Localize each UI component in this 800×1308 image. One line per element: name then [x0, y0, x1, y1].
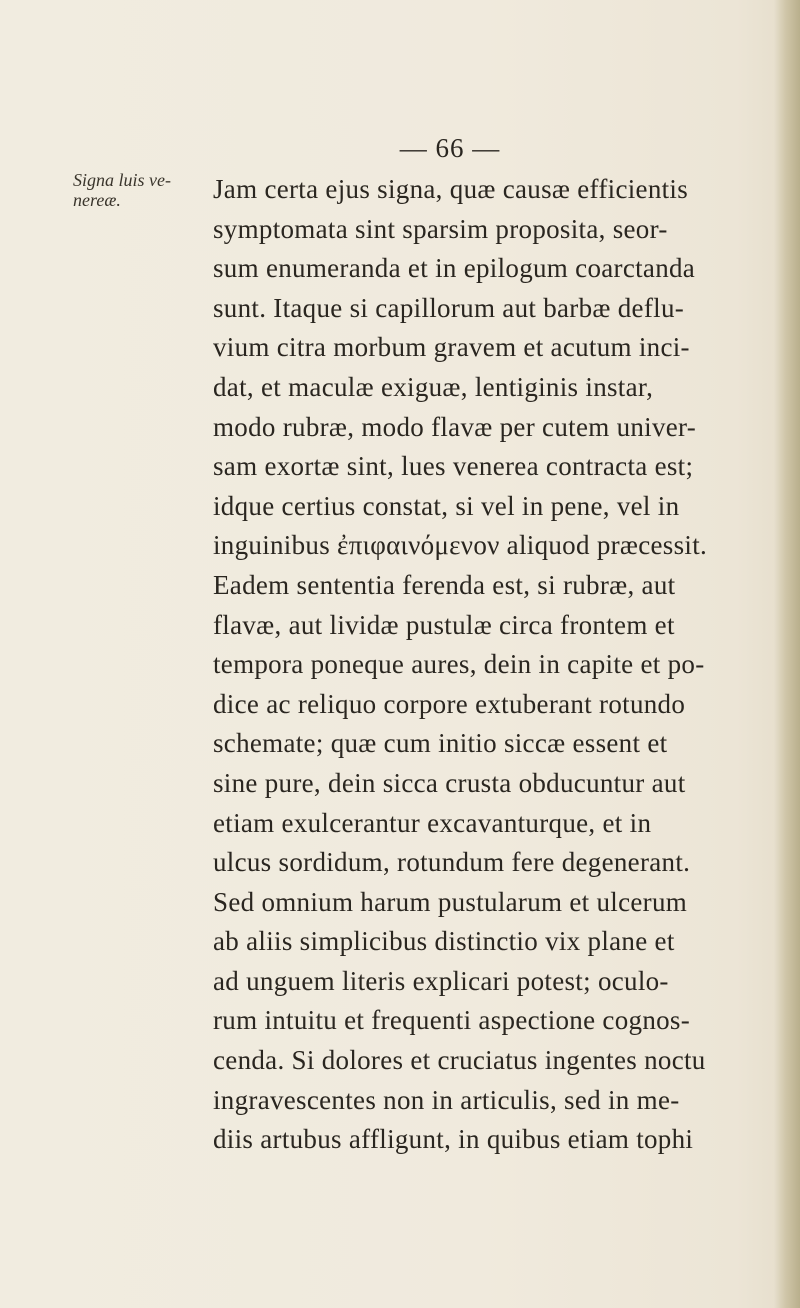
- page-edge-shadow: [774, 0, 800, 1308]
- text-line: ingravescentes non in articulis, sed in me-: [213, 1084, 680, 1115]
- text-line: ab aliis simplicibus distinctio vix plane et: [213, 926, 675, 957]
- text-line: Jam certa ejus signa, quæ causæ efficientis: [213, 174, 689, 204]
- text-line: schemate; quæ cum initio siccæ essent et: [213, 728, 668, 759]
- text-line: Sed omnium harum pustularum et ulcerum: [213, 886, 688, 917]
- text-line: sum enumeranda et in epilogum coarctanda: [213, 253, 696, 284]
- text-line: cenda. Si dolores et cruciatus ingentes noctu: [213, 1045, 706, 1076]
- text-line: rum intuitu et frequenti aspectione cognos-: [213, 1005, 691, 1036]
- text-line: sine pure, dein sicca crusta obducuntur aut: [213, 767, 686, 798]
- text-line: dice ac reliquo corpore extuberant rotundo: [213, 688, 686, 719]
- text-line: etiam exulcerantur excavanturque, et in: [213, 807, 652, 838]
- text-line: tempora poneque aures, dein in capite et po-: [213, 649, 705, 680]
- text-line: diis artubus affligunt, in quibus etiam tophi: [213, 1124, 694, 1155]
- text-line: modo rubræ, modo flavæ per cutem univer-: [213, 411, 697, 442]
- text-line: vium citra morbum gravem et acutum inci-: [213, 332, 690, 363]
- body-text: [213, 170, 773, 1160]
- text-line: Eadem sententia ferenda est, si rubræ, aut: [213, 569, 676, 600]
- text-line: sunt. Itaque si capillorum aut barbæ deflu-: [213, 292, 685, 323]
- text-line: idque certius constat, si vel in pene, vel in: [213, 490, 680, 521]
- text-line: sam exortæ sint, lues venerea contracta est;: [213, 451, 694, 482]
- page-number: — 66 —: [399, 133, 501, 163]
- margin-note: Signa luis ve-nereæ.: [73, 170, 171, 210]
- text-line: ad unguem literis explicari potest; oculo-: [213, 965, 669, 996]
- text-line: symptomata sint sparsim proposita, seor-: [213, 213, 668, 244]
- text-line: dat, et maculæ exiguæ, lentiginis instar,: [213, 371, 654, 402]
- text-line: flavæ, aut lividæ pustulæ circa frontem et: [213, 609, 675, 640]
- text-line: inguinibus ἐπιφαινόμενον aliquod præcessit.: [213, 530, 708, 561]
- text-line: ulcus sordidum, rotundum fere degenerant.: [213, 847, 691, 878]
